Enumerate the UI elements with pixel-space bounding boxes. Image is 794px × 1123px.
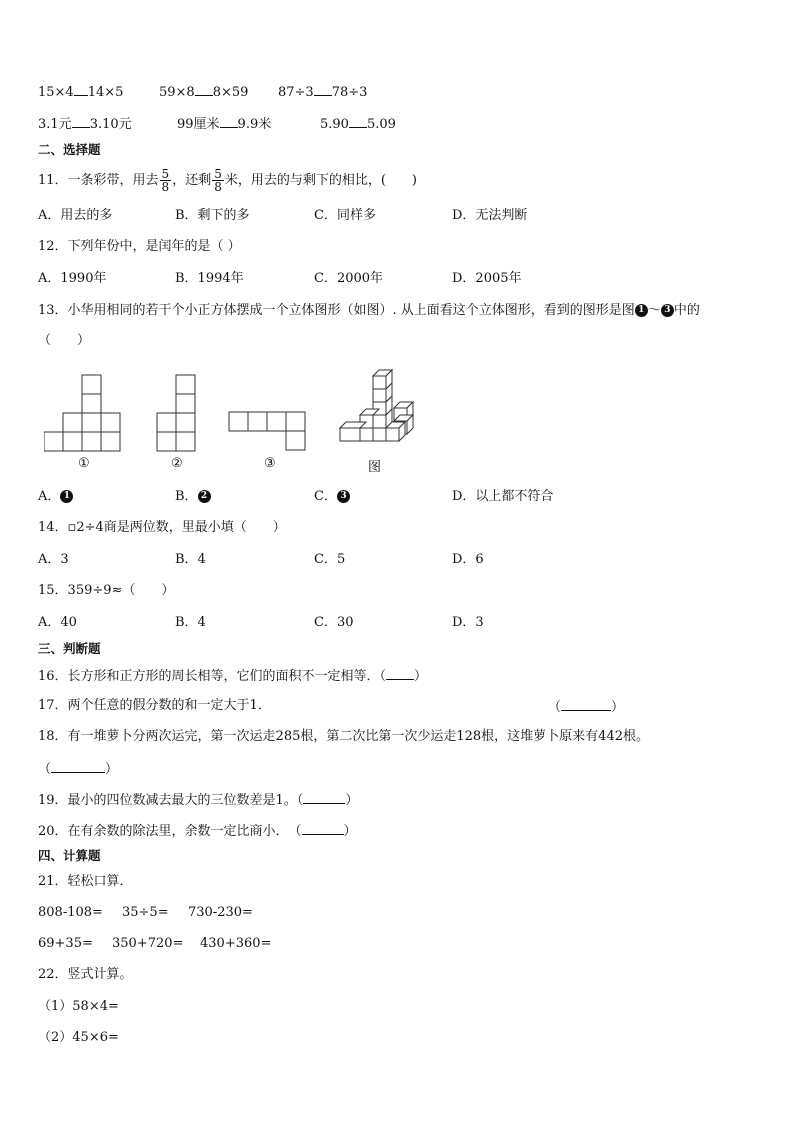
answer-blank[interactable] xyxy=(349,114,367,128)
question-text: ，还剩 xyxy=(172,173,212,188)
answer-blank[interactable] xyxy=(386,666,414,680)
option-prefix: B． xyxy=(175,489,198,504)
answer-blank[interactable] xyxy=(302,821,344,835)
question-18: 18．有一堆萝卜分两次运完，第一次运走285根，第二次比第一次少运走128根，这堆萝卜原来有442根。 xyxy=(38,729,649,744)
question-16 xyxy=(38,666,427,686)
mental-calc-item: 430+360= xyxy=(200,936,272,951)
compare-item xyxy=(159,82,248,102)
answer-blank[interactable] xyxy=(561,697,611,711)
question-22: 22．竖式计算。 xyxy=(38,967,133,982)
option-b[interactable] xyxy=(175,488,211,506)
compare-item xyxy=(320,114,396,134)
section-heading-calculation: 四、计算题 xyxy=(38,848,101,863)
mental-calc-item: 350+720= xyxy=(112,936,184,951)
compare-item xyxy=(38,82,123,102)
option-a[interactable] xyxy=(38,488,73,506)
option-b[interactable]: B．4 xyxy=(175,615,206,630)
option-c[interactable] xyxy=(314,488,350,506)
compare-right: 9.9米 xyxy=(237,117,272,132)
question-text: 16．长方形和正方形的周长相等，它们的面积不一定相等．（ xyxy=(38,669,387,684)
question-21: 21．轻松口算． xyxy=(38,874,133,889)
answer-blank[interactable] xyxy=(72,114,90,128)
option-c[interactable]: C．2000年 xyxy=(314,271,384,286)
question-15: 15．359÷9≈（ ） xyxy=(38,583,175,598)
question-text: ） xyxy=(414,669,428,684)
q22-item-2: （2）45×6= xyxy=(38,1030,119,1045)
option-b[interactable]: B．1994年 xyxy=(175,271,244,286)
denominator: 8 xyxy=(161,180,170,194)
figure-3d-stack xyxy=(336,368,418,450)
question-12: 12．下列年份中，是闰年的是（ ） xyxy=(38,239,241,254)
option-d[interactable]: D．以上都不符合 xyxy=(452,489,554,504)
figure-label: ① xyxy=(78,456,90,471)
answer-blank[interactable] xyxy=(51,759,105,773)
circled-number: 3 xyxy=(661,304,674,317)
option-d[interactable]: D．无法判断 xyxy=(452,208,528,223)
compare-right: 8×59 xyxy=(212,85,249,100)
option-a[interactable]: A．用去的多 xyxy=(38,208,113,223)
section-heading-judgement: 三、判断题 xyxy=(38,641,101,656)
option-c[interactable]: C．5 xyxy=(314,552,346,567)
figure-2 xyxy=(156,374,198,452)
figure-1 xyxy=(44,374,124,452)
option-b[interactable]: B．4 xyxy=(175,552,206,567)
option-b[interactable]: B．剩下的多 xyxy=(175,208,250,223)
question-14: 14．▫2÷4商是两位数，里最小填（ ） xyxy=(38,520,286,535)
circled-number: 3 xyxy=(337,490,350,503)
compare-left: 59×8 xyxy=(159,85,195,100)
question-text: 20．在有余数的除法里，余数一定比商小． （ xyxy=(38,824,302,839)
option-a[interactable]: A．1990年 xyxy=(38,271,107,286)
option-c[interactable]: C．30 xyxy=(314,615,354,630)
option-d[interactable]: D．3 xyxy=(452,615,484,630)
option-c[interactable]: C．同样多 xyxy=(314,208,376,223)
circled-number: 1 xyxy=(60,490,73,503)
question-13 xyxy=(38,302,700,320)
question-17 xyxy=(38,697,628,715)
question-13-paren: （ ） xyxy=(38,333,91,348)
answer-blank[interactable] xyxy=(314,82,332,96)
compare-right: 3.10元 xyxy=(89,117,132,132)
figure-3 xyxy=(228,411,308,453)
option-prefix: A． xyxy=(38,489,61,504)
question-text: 中的 xyxy=(673,303,700,318)
question-text: 11．一条彩带，用去 xyxy=(38,173,159,188)
paren-open: （ xyxy=(38,762,52,777)
option-d[interactable]: D．6 xyxy=(452,552,484,567)
numerator: 5 xyxy=(161,167,170,181)
question-text: 13．小华用相同的若干个小正方体摆成一个立体图形（如图）. 从上面看这个立体图形，看到的图形是图 xyxy=(38,303,635,318)
q22-item-1: （1）58×4= xyxy=(38,999,119,1014)
compare-left: 99厘米 xyxy=(177,117,220,132)
figure-label: 图 xyxy=(368,460,382,475)
option-prefix: C． xyxy=(314,489,337,504)
mental-calc-item: 69+35= xyxy=(38,936,93,951)
compare-left: 15×4 xyxy=(38,85,74,100)
compare-right: 14×5 xyxy=(87,85,124,100)
question-text: 19．最小的四位数减去最大的三位数差是1。（ xyxy=(38,793,304,808)
question-text: ～ xyxy=(647,303,661,318)
compare-item xyxy=(177,114,271,134)
answer-parens xyxy=(548,697,624,717)
numerator: 5 xyxy=(214,167,222,181)
question-19 xyxy=(38,790,358,810)
answer-blank[interactable] xyxy=(195,82,213,96)
answer-blank[interactable] xyxy=(74,82,88,96)
option-d[interactable]: D．2005年 xyxy=(452,271,522,286)
mental-calc-item: 808-108= xyxy=(38,905,103,920)
paren-open: （ xyxy=(548,700,562,715)
question-text: ） xyxy=(343,824,357,839)
compare-left: 3.1元 xyxy=(38,117,72,132)
compare-item xyxy=(38,114,132,134)
figure-label: ② xyxy=(171,456,183,471)
compare-right: 78÷3 xyxy=(331,85,368,100)
fraction xyxy=(160,168,172,193)
mental-calc-item: 35÷5= xyxy=(122,905,169,920)
denominator: 8 xyxy=(214,180,222,194)
answer-blank[interactable] xyxy=(220,114,238,128)
compare-right: 5.09 xyxy=(366,117,396,132)
circled-number: 2 xyxy=(198,490,211,503)
answer-blank[interactable] xyxy=(303,790,345,804)
compare-item xyxy=(278,82,367,102)
question-text: ） xyxy=(345,793,359,808)
question-text: 米，用去的与剩下的相比，( ) xyxy=(224,173,417,188)
mental-calc-item: 730-230= xyxy=(188,905,253,920)
compare-left: 87÷3 xyxy=(278,85,314,100)
section-heading-choice: 二、选择题 xyxy=(38,142,101,157)
option-a[interactable]: A．40 xyxy=(38,615,77,630)
figure-label: ③ xyxy=(264,456,276,471)
question-20 xyxy=(38,821,357,841)
paren-close: ） xyxy=(611,700,625,715)
circled-number: 1 xyxy=(635,304,648,317)
question-text: 17．两个任意的假分数的和一定大于1． xyxy=(38,698,271,713)
option-a[interactable]: A．3 xyxy=(38,552,69,567)
compare-left: 5.90 xyxy=(320,117,349,132)
question-11 xyxy=(38,168,417,194)
paren-close: ） xyxy=(105,762,119,777)
fraction xyxy=(212,168,224,193)
question-18-answer xyxy=(38,759,118,779)
